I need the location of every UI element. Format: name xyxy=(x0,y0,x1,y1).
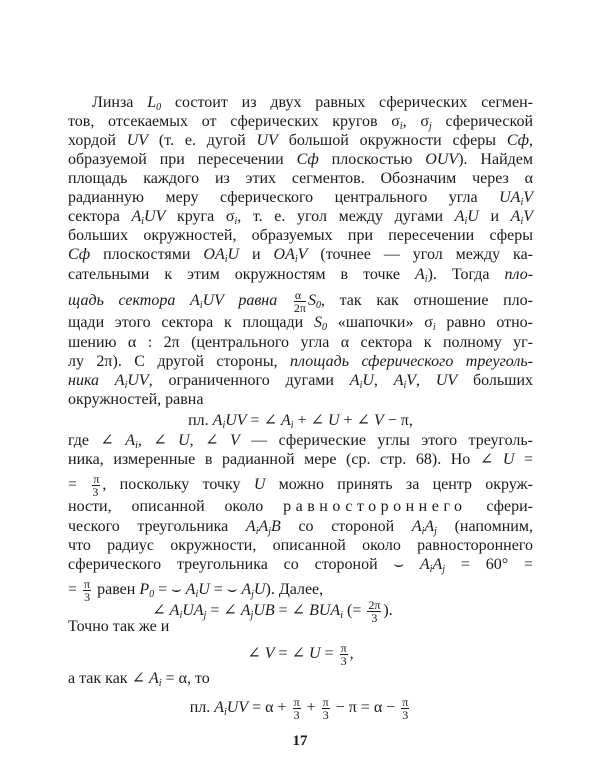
text: «шапочки» σ xyxy=(326,314,433,331)
text: = ∠ xyxy=(206,602,241,620)
text-line xyxy=(68,371,533,391)
math-italic: UB xyxy=(253,602,275,620)
subscript: i xyxy=(141,216,145,227)
subscript: i xyxy=(158,678,162,689)
text: хордой xyxy=(68,132,127,149)
text: = xyxy=(68,581,82,599)
text-line xyxy=(68,169,533,189)
text: , xyxy=(349,645,354,663)
subscript: i xyxy=(424,274,428,285)
text: равно отно- xyxy=(435,314,534,331)
text: большой окружности сферы xyxy=(277,132,507,149)
math-italic: площадь сферического треуголь- xyxy=(290,353,533,370)
math-italic: A xyxy=(214,699,225,717)
math-italic: A xyxy=(131,208,142,225)
subscript: i xyxy=(399,121,403,132)
text-line xyxy=(68,131,533,151)
fraction xyxy=(340,642,348,667)
text-line xyxy=(68,333,533,353)
math-italic: A xyxy=(241,581,252,599)
text: сферической xyxy=(431,113,534,130)
text: площадь каждого из этих сегментов. Обозначим через α xyxy=(68,170,533,187)
math-italic: UV равна xyxy=(202,292,292,310)
math-italic: U xyxy=(178,432,190,449)
text-line xyxy=(68,352,533,372)
math-italic: U xyxy=(467,208,479,225)
subscript: i xyxy=(290,420,294,431)
text-line xyxy=(68,555,533,575)
denominator: 3 xyxy=(371,611,378,625)
math-italic: BUA xyxy=(309,602,341,620)
text: , так как отношение пло- xyxy=(320,292,533,310)
math-italic: UA xyxy=(499,189,521,206)
text: = xyxy=(68,476,91,494)
text-line xyxy=(68,226,533,246)
subscript: i xyxy=(294,254,298,265)
subscript: i xyxy=(234,216,238,227)
text: щади этого сектора к площади xyxy=(68,314,314,331)
text: + ∠ xyxy=(293,412,328,429)
math-italic: A xyxy=(454,208,465,225)
fraction xyxy=(92,473,100,498)
text-line xyxy=(68,536,533,556)
text: ∠ xyxy=(152,602,170,620)
text: (т. е. дугой xyxy=(148,132,257,149)
numerator: π xyxy=(93,472,100,486)
denominator: 3 xyxy=(84,590,91,604)
math-italic: UA xyxy=(182,602,204,620)
subscript: i xyxy=(255,526,259,537)
subscript: i xyxy=(199,300,203,312)
subscript: j xyxy=(250,610,254,622)
math-italic: пло- xyxy=(504,266,534,283)
text: что радиус окружности, описанной около равностороннего xyxy=(68,537,533,554)
math-italic: OA xyxy=(273,246,295,263)
text: Точно так же и xyxy=(68,618,170,635)
math-italic: U xyxy=(362,372,374,389)
text: пл. xyxy=(188,412,213,429)
math-italic: UV xyxy=(126,132,149,149)
math-italic: U xyxy=(253,476,266,494)
denominator: 3 xyxy=(322,708,329,722)
subscript: i xyxy=(340,610,343,622)
text: (= xyxy=(342,602,366,620)
math-italic: ника A xyxy=(68,372,125,389)
fraction xyxy=(401,696,409,721)
text: , ∠ xyxy=(189,432,230,449)
math-italic: U xyxy=(327,412,340,429)
text-line xyxy=(68,150,533,170)
math-italic: U xyxy=(227,246,240,263)
text: , т. е. угол между дугами xyxy=(237,208,455,225)
math-italic: A xyxy=(349,372,360,389)
text: , xyxy=(373,372,394,389)
subscript: i xyxy=(224,254,228,265)
text-line xyxy=(68,617,533,637)
math-italic: U xyxy=(308,645,321,663)
math-italic: A xyxy=(415,266,425,283)
text: (точнее — угол между ка- xyxy=(307,246,534,263)
formula-line xyxy=(68,696,533,723)
text: окружностей, равна xyxy=(68,391,204,408)
subscript: i xyxy=(224,707,227,719)
subscript: i xyxy=(429,564,433,575)
math-italic: A xyxy=(424,518,435,535)
text-line xyxy=(68,472,534,499)
text: а так как ∠ xyxy=(68,670,149,687)
text-line xyxy=(68,288,533,315)
math-italic: S xyxy=(307,292,316,310)
subscript: i xyxy=(520,197,524,208)
text: со стороной xyxy=(280,518,412,535)
math-italic: V xyxy=(229,432,240,449)
text: — сферические углы этого треуголь- xyxy=(239,432,534,449)
subscript: i xyxy=(432,322,436,333)
subscript: i xyxy=(359,380,363,391)
text: больших окружностей, образуемых при пересечении сферы xyxy=(68,227,533,244)
subscript: i xyxy=(135,440,138,451)
text-line xyxy=(68,313,533,333)
math-italic: A xyxy=(411,518,422,535)
text: ). Найдем xyxy=(458,151,533,168)
math-italic: U xyxy=(198,581,210,599)
subscript: j xyxy=(442,564,445,575)
math-italic: Сф xyxy=(68,246,91,263)
math-italic: UV xyxy=(144,208,166,225)
text: + xyxy=(302,699,320,717)
math-italic: V xyxy=(264,645,275,663)
text: , ∠ xyxy=(137,432,179,449)
fraction xyxy=(322,696,330,721)
text-line xyxy=(92,93,533,113)
subscript: i xyxy=(195,589,199,601)
math-italic: A xyxy=(258,518,269,535)
subscript: i xyxy=(124,380,128,391)
text: лу 2π). С другой стороны, xyxy=(68,353,291,370)
text: − π, xyxy=(383,412,413,429)
text: шению α : 2π (центрального угла α сектора к полному уг- xyxy=(68,334,533,351)
text: ности, описанной около xyxy=(68,498,284,515)
text: ∠ xyxy=(247,645,265,663)
text: плоскостями xyxy=(90,246,204,263)
text: ). Далее, xyxy=(265,581,324,599)
text: = ⌣ xyxy=(154,581,186,599)
math-italic: OA xyxy=(203,246,225,263)
text: (напомним, xyxy=(436,518,533,535)
text: = 60° = xyxy=(445,556,533,573)
formula-line xyxy=(68,642,533,667)
text: можно принять за центр окруж- xyxy=(265,476,534,494)
text: = xyxy=(320,645,338,663)
text: + ∠ xyxy=(339,412,374,429)
text: больших xyxy=(457,372,534,389)
text: , поскольку точку xyxy=(102,476,254,494)
text: тов, отсекаемых от сферических кругов σ xyxy=(68,113,400,130)
text: , xyxy=(416,372,436,389)
subscript: 0 xyxy=(149,589,155,601)
denominator: 3 xyxy=(92,485,99,499)
math-italic: A xyxy=(212,412,223,429)
math-italic: Сф xyxy=(506,132,530,149)
math-italic: V xyxy=(373,412,384,429)
math-italic: A xyxy=(245,518,256,535)
text: = ∠ xyxy=(274,602,310,620)
math-italic: UV xyxy=(226,699,249,717)
math-italic: UV xyxy=(435,372,458,389)
text: ника, измеренные в радианной мере (ср. стр. 68). Но ∠ xyxy=(68,451,503,468)
subscript: i xyxy=(464,216,468,227)
text: и xyxy=(478,208,511,225)
math-italic: A xyxy=(169,602,180,620)
fraction xyxy=(294,289,306,314)
subscript: i xyxy=(403,380,407,391)
text: сектора xyxy=(68,208,132,225)
text: = ⌣ xyxy=(209,581,242,599)
spaced-emphasis: равностороннего xyxy=(283,498,467,515)
text: плоскостью xyxy=(318,151,426,168)
text: радианную меру сферического центрального угла xyxy=(68,189,500,206)
text: = ∠ xyxy=(246,412,281,429)
math-italic: щадь сектора A xyxy=(68,292,200,310)
subscript: i xyxy=(179,610,183,622)
math-italic: A xyxy=(393,372,404,389)
text-line xyxy=(68,669,533,694)
text-line xyxy=(68,431,533,451)
denominator: 3 xyxy=(402,708,409,722)
math-italic: UV xyxy=(225,412,247,429)
math-italic: U xyxy=(502,451,515,468)
numerator: π xyxy=(322,695,329,709)
text-line xyxy=(68,265,533,285)
math-italic: P xyxy=(139,581,150,599)
math-italic: A xyxy=(148,670,159,687)
math-italic: A xyxy=(510,208,521,225)
text-line xyxy=(68,245,533,265)
denominator: 3 xyxy=(340,654,347,668)
text: , σ xyxy=(402,113,430,130)
math-italic: A xyxy=(240,602,251,620)
subscript: j xyxy=(203,610,207,622)
subscript: i xyxy=(520,216,524,227)
numerator: π xyxy=(84,577,91,591)
text: сфери- xyxy=(466,498,534,515)
math-italic: OUV xyxy=(425,151,459,168)
math-italic: B xyxy=(271,518,281,535)
numerator: α xyxy=(294,289,306,302)
subscript: i xyxy=(222,420,226,431)
math-italic: A xyxy=(419,556,430,573)
math-italic: V xyxy=(297,246,308,263)
math-italic: L xyxy=(147,94,157,111)
subscript: j xyxy=(429,121,432,132)
subscript: 0 xyxy=(321,322,327,333)
text: сферического треугольника со стороной ⌣ xyxy=(68,556,420,573)
math-italic: UV xyxy=(127,372,149,389)
text: ). Тогда xyxy=(427,266,505,283)
text-line xyxy=(68,390,533,410)
subscript: j xyxy=(268,526,272,537)
subscript: j xyxy=(251,589,254,601)
math-italic: V xyxy=(523,208,534,225)
math-italic: V xyxy=(406,372,417,389)
text: состоит из двух равных сферических сегмен- xyxy=(161,94,533,111)
math-italic: S xyxy=(313,314,322,331)
numerator: π xyxy=(340,641,347,655)
text: пл. xyxy=(189,699,215,717)
subscript: i xyxy=(421,526,425,537)
text: , ограниченного дугами xyxy=(148,372,350,389)
math-italic: A xyxy=(125,432,136,449)
text: = α, то xyxy=(161,670,210,687)
fraction xyxy=(293,696,301,721)
numerator: 2π xyxy=(368,598,381,612)
text: = ∠ xyxy=(274,645,309,663)
subscript: j xyxy=(434,526,437,537)
text: круга σ xyxy=(165,208,235,225)
math-italic: A xyxy=(432,556,443,573)
text-line xyxy=(68,497,533,517)
numerator: π xyxy=(293,695,300,709)
subscript: 0 xyxy=(156,102,162,113)
text: равен xyxy=(93,581,140,599)
denominator: 2π xyxy=(293,301,306,315)
denominator: 3 xyxy=(293,708,300,722)
math-italic: UV xyxy=(256,132,278,149)
text-line xyxy=(68,517,533,537)
math-italic: A xyxy=(185,581,196,599)
math-italic: Сф xyxy=(296,151,319,168)
text: образуемой при пересечении xyxy=(68,151,297,168)
text: , xyxy=(529,132,534,149)
text-line xyxy=(68,188,533,208)
text: сательными к этим окружностям в точке xyxy=(68,266,415,283)
math-italic: A xyxy=(280,412,291,429)
math-italic: U xyxy=(253,581,266,599)
text-line xyxy=(68,112,533,132)
math-italic: V xyxy=(523,189,533,206)
text: − π = α − xyxy=(331,699,400,717)
subscript: 0 xyxy=(315,300,321,312)
text: ческого треугольника xyxy=(68,518,246,535)
text: = α + xyxy=(248,699,291,717)
numerator: π xyxy=(402,695,409,709)
text: Линза xyxy=(92,94,148,111)
page-number: 17 xyxy=(292,733,308,749)
text: = xyxy=(514,451,533,468)
text-line xyxy=(68,207,533,227)
text: где ∠ xyxy=(68,432,126,449)
text: ). xyxy=(383,602,393,620)
text-line xyxy=(68,450,533,470)
text: и xyxy=(239,246,274,263)
